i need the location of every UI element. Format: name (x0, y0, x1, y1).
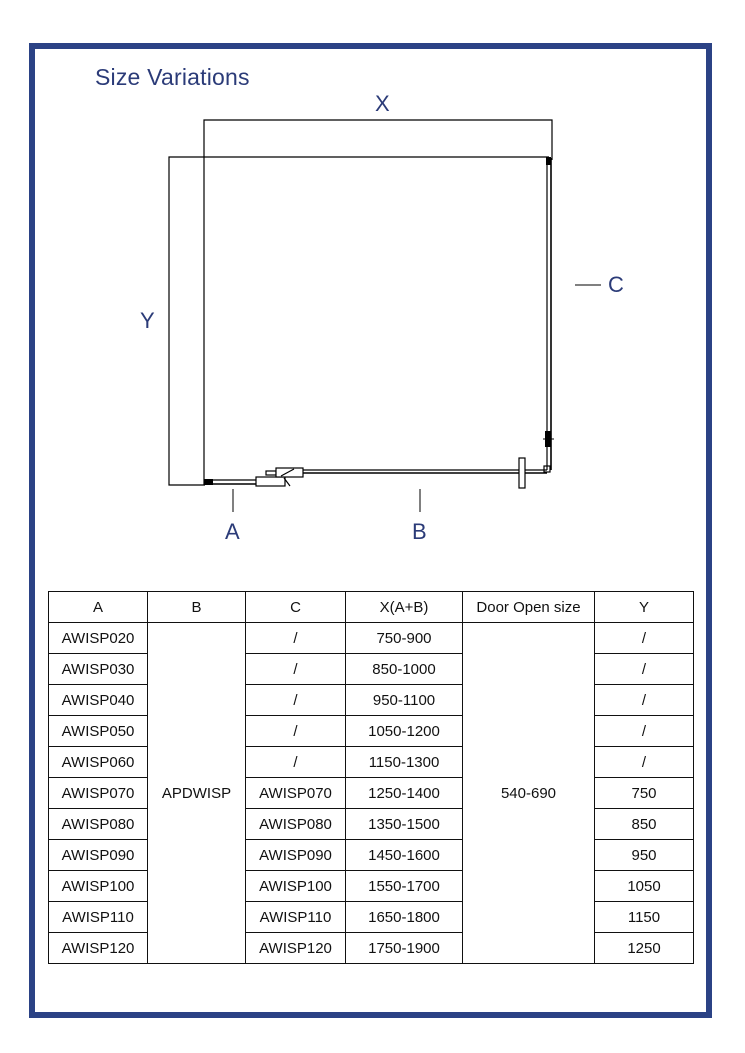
cell-a: AWISP040 (49, 685, 148, 716)
table-row (49, 840, 694, 871)
table-row (49, 902, 694, 933)
cell-a: AWISP120 (49, 933, 148, 964)
table-row (49, 747, 694, 778)
dimension-label-y: Y (140, 308, 155, 333)
table-row (49, 933, 694, 964)
cell-x: 1150-1300 (346, 747, 463, 778)
cell-c: / (246, 716, 346, 747)
table-body (49, 623, 694, 964)
cell-x: 1750-1900 (346, 933, 463, 964)
cell-c: AWISP070 (246, 778, 346, 809)
y-dimension-line (169, 157, 549, 485)
table-row (49, 871, 694, 902)
header-x: X(A+B) (346, 592, 463, 623)
cell-c: / (246, 747, 346, 778)
cell-a: AWISP080 (49, 809, 148, 840)
table-row (49, 685, 694, 716)
cell-y: 850 (595, 809, 694, 840)
cell-x: 1450-1600 (346, 840, 463, 871)
cell-b-merged: APDWISP (148, 623, 246, 964)
header-c: C (246, 592, 346, 623)
table-row (49, 654, 694, 685)
cell-x: 1550-1700 (346, 871, 463, 902)
cell-c: AWISP090 (246, 840, 346, 871)
cell-door-open-size-merged: 540-690 (463, 623, 595, 964)
size-variations-table (48, 591, 694, 964)
cell-c: AWISP120 (246, 933, 346, 964)
cell-c: / (246, 685, 346, 716)
cell-c: AWISP110 (246, 902, 346, 933)
table-row (49, 623, 694, 654)
cell-a: AWISP100 (49, 871, 148, 902)
side-panel-c (543, 157, 554, 472)
cell-y: / (595, 685, 694, 716)
cell-y: 950 (595, 840, 694, 871)
cell-x: 1650-1800 (346, 902, 463, 933)
cell-x: 1250-1400 (346, 778, 463, 809)
table-row (49, 778, 694, 809)
cell-a: AWISP070 (49, 778, 148, 809)
x-dimension-line (204, 120, 552, 485)
fixed-panel-a (204, 477, 285, 486)
door-panel-b (303, 458, 547, 488)
page-title: Size Variations (95, 64, 250, 90)
leader-lines (233, 285, 601, 512)
cell-y: / (595, 716, 694, 747)
cell-x: 750-900 (346, 623, 463, 654)
cell-x: 950-1100 (346, 685, 463, 716)
panel-label-a: A (225, 519, 240, 544)
table-header-row (49, 592, 694, 623)
cell-c: AWISP100 (246, 871, 346, 902)
header-y: Y (595, 592, 694, 623)
cell-y: 750 (595, 778, 694, 809)
panel-label-c: C (608, 272, 624, 297)
cell-y: 1150 (595, 902, 694, 933)
table-row (49, 809, 694, 840)
cell-a: AWISP030 (49, 654, 148, 685)
panel-label-b: B (412, 519, 427, 544)
cell-y: / (595, 747, 694, 778)
cell-x: 850-1000 (346, 654, 463, 685)
header-b: B (148, 592, 246, 623)
cell-y: 1250 (595, 933, 694, 964)
cell-y: 1050 (595, 871, 694, 902)
header-a: A (49, 592, 148, 623)
table-row (49, 716, 694, 747)
cell-c: AWISP080 (246, 809, 346, 840)
cell-a: AWISP110 (49, 902, 148, 933)
cell-a: AWISP020 (49, 623, 148, 654)
cell-c: / (246, 654, 346, 685)
cell-y: / (595, 654, 694, 685)
cell-c: / (246, 623, 346, 654)
header-door-open-size: Door Open size (463, 592, 595, 623)
cell-a: AWISP050 (49, 716, 148, 747)
cell-a: AWISP090 (49, 840, 148, 871)
cell-x: 1050-1200 (346, 716, 463, 747)
dimension-label-x: X (375, 91, 390, 116)
cell-a: AWISP060 (49, 747, 148, 778)
cell-y: / (595, 623, 694, 654)
cell-x: 1350-1500 (346, 809, 463, 840)
